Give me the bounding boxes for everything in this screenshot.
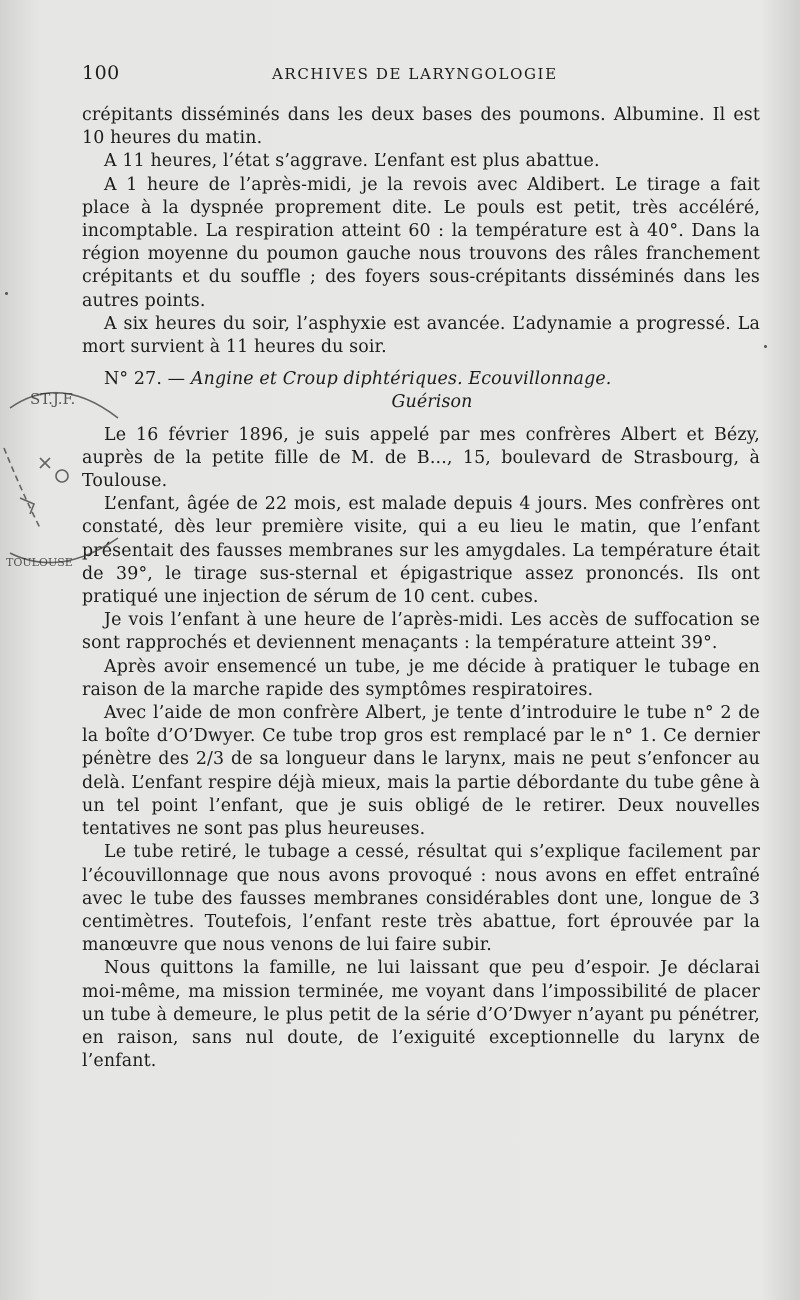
page-number: 100: [82, 62, 120, 84]
case-number: N° 27. —: [104, 369, 186, 390]
page-header: [82, 62, 760, 86]
library-stamp: [0, 378, 130, 578]
paragraph: Après avoir ensemencé un tube, je me décide à pratiquer le tubage en raison de la marche rapide des symptômes respiratoires.: [82, 656, 760, 700]
paragraph: Le 16 février 1896, je suis appelé par mes confrères Albert et Bézy, auprès de la petite fille de M. de B..., 15, boulevard de Strasbourg, à Toulouse.: [82, 424, 760, 492]
paragraph: Avec l’aide de mon confrère Albert, je tente d’introduire le tube n° 2 de la boîte d’O’Dwyer. Ce tube trop gros est remplacé par le n° 1. Ce dernier pénètre des 2/3 de sa longueur dans le larynx, mais ne peut s’enfoncer au delà. L’enfant respire déjà mieux, mais la partie débordante du tube gêne à un tel point l’enfant, que je suis obligé de le retirer. Deux nouvelles tentatives ne sont pas plus heureuses.: [82, 703, 760, 840]
case-body: [82, 424, 760, 1074]
main-text: [82, 104, 760, 1073]
margin-speck: [764, 345, 767, 348]
case-subtitle: Guérison: [391, 392, 473, 413]
margin-speck: [5, 292, 8, 295]
case-title: Angine et Croup diphtériques. Ecouvillonnage.: [190, 369, 612, 390]
paragraph: Nous quittons la famille, ne lui laissant que peu d’espoir. Je déclarai moi-même, ma mission terminée, me voyant dans l’impossibilité de placer un tube à demeure, le plus petit de la série d’O’Dwyer n’ayant pu pénétrer, en raison, sans nul doute, de l’exiguité exceptionnelle du larynx de l’enfant.: [82, 958, 760, 1072]
paragraph: crépitants disséminés dans les deux bases des poumons. Albumine. Il est 10 heures du matin.: [82, 105, 760, 149]
stamp-bottom-text: TOULOUSE: [6, 556, 73, 569]
case-heading: [82, 368, 760, 414]
running-title: ARCHIVES DE LARYNGOLOGIE: [272, 65, 558, 83]
paragraph: A six heures du soir, l’asphyxie est avancée. L’adynamie a progressé. La mort survient à 11 heures du soir.: [82, 313, 760, 358]
paragraph: Je vois l’enfant à une heure de l’après-midi. Les accès de suffocation se sont rapprochés et deviennent menaçants : la température atteint 39°.: [82, 610, 760, 654]
paragraph: Le tube retiré, le tubage a cessé, résultat qui s’explique facilement par l’écouvillonnage que nous avons provoqué : nous avons en effet entraîné avec le tube des fausses membranes considérables dont une, longue de 3 centimètres. Toutefois, l’enfant reste très abattue, fort éprouvée par la manœuvre que nous venons de lui faire subir.: [82, 842, 760, 956]
paragraph: L’enfant, âgée de 22 mois, est malade depuis 4 jours. Mes confrères ont constaté, dès leur première visite, qui a eu lieu le matin, que l’enfant présentait des fausses membranes sur les amygdales. La température était de 39°, le tirage sus-sternal et épigastrique assez prononcés. Ils ont pratiqué une injection de sérum de 10 cent. cubes.: [82, 494, 760, 608]
stamp-top-text: ST.J.F.: [30, 390, 76, 408]
paragraph: A 1 heure de l’après-midi, je la revois avec Aldibert. Le tirage a fait place à la dyspnée proprement dite. Le pouls est petit, très accéléré, incomptable. La respiration atteint 60 : la température est à 40°. Dans la région moyenne du poumon gauche nous trouvons des râles franchement crépitants et du souffle ; des foyers sous-crépitants disséminés dans les autres points.: [82, 174, 760, 311]
paragraph: A 11 heures, l’état s’aggrave. L’enfant est plus abattue.: [104, 151, 600, 172]
